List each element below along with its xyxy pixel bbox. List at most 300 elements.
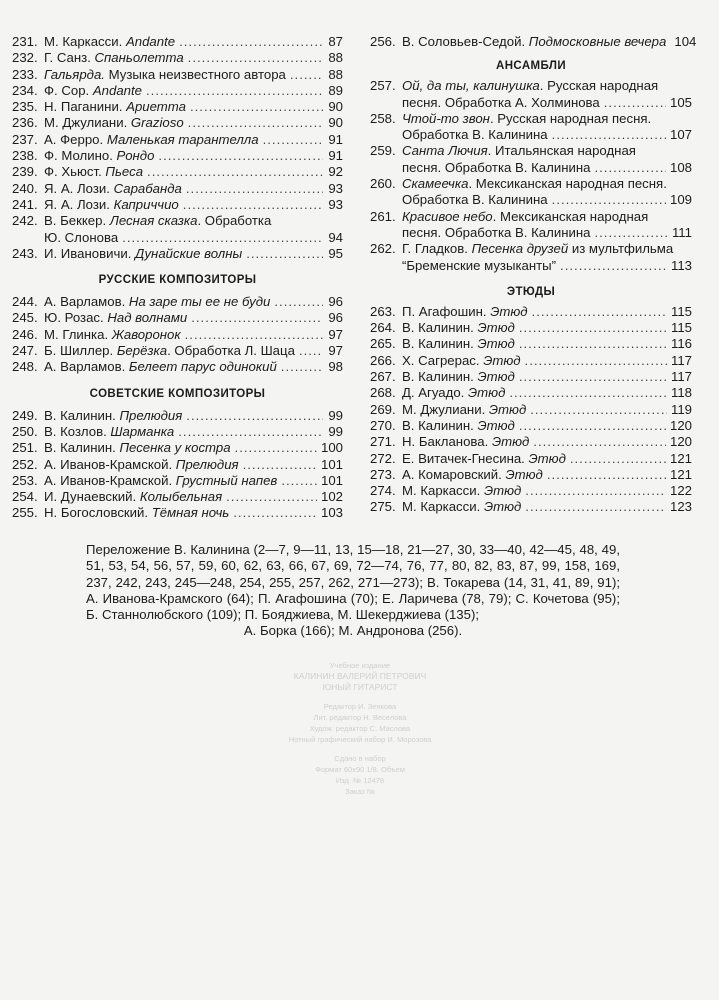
toc-entry	[12, 440, 343, 456]
entry-title-line	[402, 499, 692, 515]
entry-text: М. Глинка.	[44, 326, 112, 342]
page-number: 94	[328, 229, 343, 245]
entry-title	[402, 304, 692, 320]
entry-title-line	[44, 115, 343, 131]
entry-title-line	[44, 83, 343, 99]
work-title: Andante	[92, 82, 143, 98]
entry-title	[402, 499, 692, 515]
dot-leader	[281, 359, 323, 375]
work-title: Берёзка	[116, 343, 168, 359]
entry-title-text	[44, 181, 182, 197]
dot-leader	[525, 353, 667, 369]
entry-title-line	[44, 197, 343, 213]
dot-leader	[188, 50, 323, 66]
toc-entry	[12, 197, 343, 213]
entry-number: 245.	[12, 310, 38, 326]
entry-title	[44, 424, 343, 440]
entry-text: Я. А. Лози.	[44, 196, 114, 212]
entry-text: Н. Паганини.	[44, 99, 127, 115]
entry-title-line	[44, 164, 343, 180]
toc-entry	[370, 385, 692, 401]
dot-leader	[233, 505, 317, 521]
toc-entry	[370, 369, 692, 385]
entry-title-line	[44, 132, 343, 148]
entry-text: Н. Богословский.	[44, 505, 152, 521]
work-title: Этюд	[490, 303, 528, 319]
entry-title-text	[44, 408, 182, 424]
entry-title	[44, 50, 343, 66]
imprint-line: Учебное издание	[329, 661, 391, 670]
heading-ensembles: АНСАМБЛИ	[495, 60, 567, 73]
entry-text: В. Калинин.	[402, 336, 478, 352]
entry-number: 237.	[12, 131, 38, 147]
entry-title	[402, 320, 692, 336]
toc-entry	[12, 115, 343, 131]
entry-number: 236.	[12, 115, 38, 131]
dot-leader	[525, 483, 666, 499]
entry-title-text	[44, 132, 259, 148]
entry-title-line	[44, 230, 343, 246]
work-title: Чтой-то звон	[402, 110, 490, 126]
entry-number: 254.	[12, 489, 38, 505]
entry-number: 263.	[370, 303, 396, 319]
entry-title-text	[402, 111, 651, 126]
work-title: Подмосковные вечера	[528, 34, 667, 49]
work-title: Спаньолетта	[94, 50, 184, 66]
entry-title	[402, 402, 692, 418]
dot-leader	[190, 99, 323, 115]
page-number: 89	[328, 82, 343, 98]
page-number: 93	[328, 180, 343, 196]
work-title: Ариетта	[126, 99, 186, 115]
dot-leader	[188, 115, 323, 131]
page-number: 120	[669, 417, 692, 433]
entry-title-line	[402, 418, 692, 434]
entry-number: 232.	[12, 50, 38, 66]
entries-soviet	[12, 408, 343, 522]
entry-text: Х. Сагрерас.	[402, 352, 484, 368]
entry-title-text	[402, 483, 521, 499]
entry-title-line	[44, 67, 343, 83]
entry-number: 268.	[370, 385, 396, 401]
page-number: 90	[328, 115, 343, 131]
toc-entry	[12, 408, 343, 424]
entry-text: . Мексиканская народная песня.	[468, 176, 667, 192]
entry-number: 234.	[12, 82, 38, 98]
entry-title-line	[402, 258, 692, 274]
dot-leader	[185, 327, 323, 343]
entry-title-text	[44, 164, 143, 180]
page-number: 87	[328, 34, 343, 49]
entry-number: 271.	[370, 434, 396, 450]
page-number: 107	[669, 127, 692, 143]
entry-text: В. Калинин.	[402, 369, 478, 385]
entry-title	[44, 343, 343, 359]
dot-leader	[509, 385, 667, 401]
dot-leader	[179, 34, 323, 50]
toc-entry	[370, 418, 692, 434]
entry-text: Д. Агуадо.	[402, 385, 469, 401]
page-number: 121	[669, 450, 692, 466]
work-title: Красивое небо	[402, 208, 493, 224]
entry-text: “Бременские музыканты”	[402, 257, 557, 273]
entry-title-text	[402, 143, 636, 158]
dot-leader	[547, 467, 666, 483]
entry-number: 261.	[370, 208, 396, 224]
entry-title-line	[44, 246, 343, 262]
toc-entry	[12, 246, 343, 262]
work-title: На заре ты ее не буди	[128, 294, 271, 310]
entry-number: 275.	[370, 499, 396, 515]
entry-number: 260.	[370, 176, 396, 192]
entry-title-text	[44, 67, 286, 83]
entry-title-text	[402, 192, 548, 208]
entry-title-text	[402, 127, 548, 143]
right-column	[370, 34, 697, 516]
dot-leader	[281, 473, 317, 489]
entry-text: песня. Обработка В. Калинина	[402, 224, 591, 240]
imprint-line: Нотный графический набор И. Морозова	[288, 735, 432, 744]
entry-title-line	[402, 143, 692, 159]
entry-text: Ю. Розас.	[44, 310, 108, 326]
toc-entry	[370, 176, 692, 209]
entry-text: В. Козлов.	[44, 423, 111, 439]
entry-title-text	[402, 304, 528, 320]
entry-text: И. Дунаевский.	[44, 489, 140, 505]
toc-entry	[12, 50, 343, 66]
toc-entry	[12, 213, 343, 246]
entry-text: . Итальянская народная	[487, 143, 636, 159]
entry-text: Ф. Молино.	[44, 148, 117, 164]
entry-title-line	[402, 127, 692, 143]
entry-title	[402, 385, 692, 401]
toc-entry	[370, 304, 692, 320]
entry-title-line	[402, 176, 692, 192]
work-title: Сарабанда	[113, 180, 182, 196]
entry-title-text	[402, 402, 526, 418]
entry-title	[402, 241, 692, 274]
entry-text: А. Ферро.	[44, 131, 107, 147]
entry-text: В. Калинин.	[44, 440, 120, 456]
entry-title-line	[402, 402, 692, 418]
entry-text: Г. Гладков.	[402, 241, 472, 257]
entry-title-line	[44, 408, 343, 424]
imprint-line: Худож. редактор С. Маслова	[309, 724, 411, 733]
entry-number: 273.	[370, 466, 396, 482]
entry-title	[44, 99, 343, 115]
work-title: Белеет парус одинокий	[128, 359, 277, 375]
entry-text: В. Соловьев-Седой.	[402, 34, 529, 49]
toc-entry	[12, 310, 343, 326]
entry-title-line	[44, 294, 343, 310]
entry-title	[44, 181, 343, 197]
page-number: 122	[669, 483, 692, 499]
entry-title-line	[402, 451, 692, 467]
entry-title-line	[402, 241, 692, 257]
entry-number: 266.	[370, 352, 396, 368]
entry-title-text	[402, 34, 666, 50]
entry-title	[402, 467, 692, 483]
entry-title	[44, 115, 343, 131]
entry-title	[402, 176, 692, 209]
toc-entry	[12, 359, 343, 375]
work-title: Жаворонок	[111, 326, 181, 342]
entry-text: М. Каркасси.	[402, 483, 484, 499]
entry-number: 252.	[12, 456, 38, 472]
page-number: 91	[328, 131, 343, 147]
toc-entry	[12, 181, 343, 197]
entry-title-text	[402, 95, 600, 111]
entry-title	[44, 489, 343, 505]
work-title: Этюд	[528, 450, 566, 466]
entry-title-text	[44, 246, 242, 262]
entry-title-text	[402, 336, 515, 352]
entries-general	[12, 34, 343, 262]
entry-title-text	[402, 320, 515, 336]
page-number: 88	[328, 50, 343, 66]
entry-text: А. Варламов.	[44, 359, 129, 375]
entry-number: 270.	[370, 417, 396, 433]
arrangement-note-last-line: А. Борка (166); М. Андронова (256).	[243, 623, 463, 639]
entry-number: 257.	[370, 78, 396, 94]
entry-title-line	[402, 192, 692, 208]
toc-entry	[370, 336, 692, 352]
toc-entry	[12, 148, 343, 164]
work-title: Маленькая тарантелла	[106, 131, 259, 147]
entry-text: М. Джулиани.	[44, 115, 131, 131]
entry-text: песня. Обработка А. Холминова	[402, 94, 600, 110]
toc-entry	[12, 505, 343, 521]
entry-title-text	[44, 83, 142, 99]
work-title: Этюд	[468, 385, 506, 401]
page-number: 117	[670, 369, 692, 385]
entry-text: В. Беккер.	[44, 213, 110, 229]
heading-soviet-composers: СОВЕТСКИЕ КОМПОЗИТОРЫ	[89, 387, 266, 400]
entry-title	[402, 369, 692, 385]
entry-text: В. Калинин.	[44, 407, 120, 423]
work-title: Прелюдия	[175, 456, 239, 472]
toc-entry	[12, 343, 343, 359]
entry-text: Ф. Сор.	[44, 82, 93, 98]
entry-text: В. Калинин.	[402, 320, 478, 336]
entry-title	[402, 418, 692, 434]
entry-text: А. Варламов.	[44, 294, 129, 310]
work-title: Grazioso	[130, 115, 184, 131]
toc-entry	[12, 67, 343, 83]
work-title: Тёмная ночь	[151, 505, 230, 521]
entry-title	[44, 440, 343, 456]
imprint-line: Редактор И. Зенкова	[323, 702, 397, 711]
work-title: Этюд	[483, 483, 522, 499]
page-number: 93	[328, 196, 343, 212]
imprint-line: Заказ №	[345, 787, 375, 796]
page-number: 88	[328, 66, 343, 82]
work-title: Скамеечка	[402, 176, 469, 192]
page-number: 100	[320, 440, 343, 456]
entry-title	[44, 505, 343, 521]
entry-title-text	[44, 327, 181, 343]
work-title: Этюд	[505, 466, 543, 482]
page-number: 97	[328, 326, 343, 342]
page-number: 92	[328, 164, 343, 180]
work-title: Дунайские волны	[135, 245, 243, 261]
entry-text: песня. Обработка В. Калинина	[402, 159, 591, 175]
dot-leader	[290, 67, 323, 83]
page-number: 116	[670, 336, 692, 352]
entry-title-text	[44, 99, 186, 115]
page-number: 96	[328, 310, 343, 326]
entry-title-text	[402, 467, 543, 483]
faded-imprint	[180, 660, 540, 797]
heading-russian-composers: РУССКИЕ КОМПОЗИТОРЫ	[98, 274, 257, 287]
entry-title-text	[402, 418, 515, 434]
work-title: Песенка друзей	[471, 241, 569, 257]
entry-number: 262.	[370, 241, 396, 257]
imprint-line: Изд. № 12478	[335, 776, 385, 785]
page-number: 115	[670, 320, 692, 336]
page-number: 109	[669, 192, 692, 208]
imprint-line: Сдано в набор	[334, 754, 386, 763]
page-number: 99	[328, 423, 343, 439]
entry-number: 249.	[12, 407, 38, 423]
dot-leader	[552, 127, 666, 143]
dot-leader	[183, 197, 323, 213]
entry-title	[402, 353, 692, 369]
toc-entry	[370, 241, 692, 274]
work-title: Этюд	[491, 434, 530, 450]
toc-entry	[370, 402, 692, 418]
page-number: 117	[670, 352, 692, 368]
work-title: Пьеса	[105, 164, 144, 180]
entry-title-text	[44, 489, 222, 505]
entry-title	[402, 143, 692, 176]
entry-title-text	[402, 258, 556, 274]
work-title: Гальярда.	[44, 66, 109, 82]
page-number: 95	[328, 245, 343, 261]
toc-entry	[370, 143, 692, 176]
dot-leader	[530, 402, 667, 418]
work-title: Лесная сказка	[109, 213, 198, 229]
entry-title-text	[402, 78, 658, 93]
entry-title	[44, 294, 343, 310]
work-title: Рондо	[116, 148, 155, 164]
entry-number: 269.	[370, 401, 396, 417]
entry-text: . Мексиканская народная	[492, 208, 649, 224]
entry-title-line	[44, 489, 343, 505]
entry-text: . Русская народная	[539, 78, 659, 94]
work-title: Этюд	[477, 369, 515, 385]
page-number: 102	[320, 489, 343, 505]
entry-title	[44, 83, 343, 99]
entry-text: В. Калинин.	[402, 417, 478, 433]
entry-title-text	[402, 209, 648, 224]
page-number: 105	[669, 94, 692, 110]
entry-number: 250.	[12, 423, 38, 439]
toc-entry	[12, 294, 343, 310]
work-title: Каприччио	[113, 196, 179, 212]
page-number: 101	[320, 456, 343, 472]
entry-title-text	[402, 499, 521, 515]
arrangement-note	[86, 542, 620, 640]
dot-leader	[243, 457, 317, 473]
entry-text: Обработка В. Калинина	[402, 192, 548, 208]
entry-title	[44, 164, 343, 180]
left-column	[12, 34, 343, 522]
entry-number: 248.	[12, 359, 38, 375]
dot-leader	[178, 424, 323, 440]
entry-title-text	[44, 457, 239, 473]
toc-entry	[370, 34, 697, 50]
entry-title-line	[44, 310, 343, 326]
dot-leader	[570, 451, 666, 467]
entry-text: Музыка неизвестного автора	[108, 66, 286, 82]
page-number: 101	[320, 472, 343, 488]
entry-title	[44, 246, 343, 262]
entry-text: П. Агафошин.	[402, 303, 491, 319]
work-title: Ой, да ты, калинушка	[402, 78, 540, 94]
toc-entry	[12, 457, 343, 473]
entry-text: . Обработка Л. Шаца	[167, 343, 295, 359]
dot-leader	[519, 369, 667, 385]
entry-text: Б. Шиллер.	[44, 343, 117, 359]
toc-entry	[370, 499, 692, 515]
work-title: Песенка у костра	[119, 440, 231, 456]
entry-title-line	[402, 34, 697, 50]
entry-number: 244.	[12, 294, 38, 310]
entry-number: 242.	[12, 213, 38, 229]
entry-title-line	[402, 320, 692, 336]
arrangement-note-text: Переложение В. Калинина (2—7, 9—11, 13, 15—18, 21—27, 30, 33—40, 42—45, 48, 49, 51, 53, 54, 56, 57, 59, 60, 62, 63, 66, 67, 69, 72—74, 76, 77, 80, 82, 83, 87, 99, 158, 169, 237, 242, 243, 245—248, 254, 255, 257, 262, 271—273); В. Токарева (14, 31, 41, 89, 91); А. Иванова-Крамского (64); П. Агафошина (70); Е. Ларичева (78, 79); С. Кочетова (95); Б. Станнолюбского (109); П. Бояджиева, М. Шекерджиева (135);	[86, 542, 620, 623]
entry-number: 259.	[370, 143, 396, 159]
entry-title	[44, 327, 343, 343]
dot-leader	[519, 320, 667, 336]
entry-title-line	[44, 50, 343, 66]
dot-leader	[519, 418, 666, 434]
page-number: 96	[328, 294, 343, 310]
dot-leader	[186, 408, 323, 424]
entry-title	[402, 336, 692, 352]
toc-entry	[12, 83, 343, 99]
entry-text: Е. Витачек-Гнесина.	[402, 450, 529, 466]
entry-title-text	[44, 115, 184, 131]
toc-entry	[12, 99, 343, 115]
dot-leader	[532, 304, 667, 320]
entry-title	[44, 132, 343, 148]
entry-title-line	[402, 434, 692, 450]
work-title: Andante	[125, 34, 176, 49]
entry-number: 253.	[12, 472, 38, 488]
page-number: 118	[670, 385, 692, 401]
entry-title-text	[44, 50, 184, 66]
entry-title-text	[402, 385, 505, 401]
entry-number: 241.	[12, 196, 38, 212]
toc-entry	[12, 473, 343, 489]
entry-text: . Русская народная песня.	[489, 110, 652, 126]
dot-leader	[594, 225, 667, 241]
entry-text: Обработка В. Калинина	[402, 127, 548, 143]
imprint-line: Формат 60x90 1/8. Объем	[315, 765, 405, 774]
dot-leader	[146, 83, 323, 99]
dot-leader	[274, 294, 323, 310]
entry-title-line	[402, 160, 692, 176]
dot-leader	[147, 164, 323, 180]
work-title: Прелюдия	[119, 407, 183, 423]
work-title: Шарманка	[110, 423, 175, 439]
entry-title	[44, 310, 343, 326]
entry-title-text	[44, 343, 295, 359]
entry-title-line	[402, 483, 692, 499]
entry-text: из мультфильма	[568, 241, 674, 257]
